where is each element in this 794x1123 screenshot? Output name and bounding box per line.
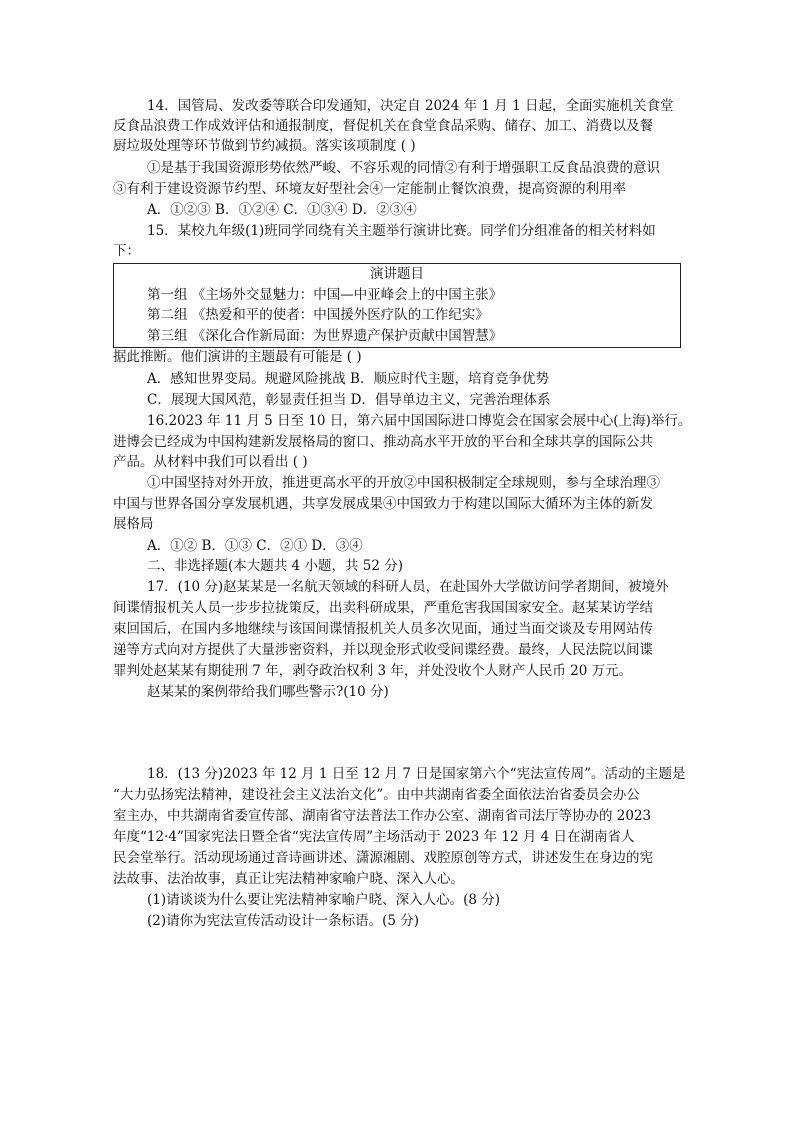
q18-subquestion-1: (1)请谈谈为什么要让宪法精神家喻户晓、深入人心。(8 分) [147, 892, 501, 908]
q16-line-1: 16.2023 年 11 月 5 日至 10 日，第六届中国国际进口博览会在国家会展中心(上海)举行。 [147, 413, 692, 429]
q15-question: 据此推断。他们演讲的主题最有可能是 ( ) [113, 349, 362, 365]
q18-line-5: 民会堂举行。活动现场通过音诗画讲述、潇源湘剧、戏腔原创等方式，讲述发生在身边的宪 [113, 850, 653, 866]
q15-intro-line-2: 下： [113, 243, 140, 259]
q18-line-3: 室主办，中共湖南省委宣传部、湖南省守法普法工作办公室、湖南省司法厅等协办的 2023 [113, 808, 652, 824]
q16-line-2: 进博会已经成为中国构建新发展格局的窗口、推动高水平开放的平台和全球共享的国际公共 [113, 434, 653, 450]
section-2-heading: 二、非选择题(本大题共 4 小题，共 52 分) [147, 558, 403, 574]
q17-line-2: 间谍情报机关人员一步步拉拢策反，出卖科研成果，严重危害我国国家安全。赵某某访学结 [113, 600, 653, 616]
q16-statement-1: ①中国坚持对外开放，推进更高水平的开放②中国积极制定全球规则，参与全球治理③ [147, 475, 660, 491]
q16-choices: A．①② B．①③ C．②① D．③④ [147, 538, 363, 554]
q18-line-6: 法故事、法治故事，真正让宪法精神家喻户晓、深入人心。 [113, 871, 464, 887]
q14-option-statement-1: ①是基于我国资源形势依然严峻、不容乐观的同情②有利于增强职工反食品浪费的意识 [147, 160, 660, 176]
q14-line-2: 反食品浪费工作成效评估和通报制度，督促机关在食堂食品采购、储存、加工、消费以及餐 [113, 118, 653, 134]
q14-line-3: 厨垃圾处理等环节做到节约减损。落实该项制度 ( ) [113, 138, 416, 154]
speech-topics-title: 演讲题目 [370, 266, 424, 282]
q14-option-statement-2: ③有利于建设资源节约型、环境友好型社会④一定能制止餐饮浪费，提高资源的利用率 [113, 181, 626, 197]
q18-line-2: “大力弘扬宪法精神，建设社会主义法治文化”。由中共湖南省委全面依法治省委员会办公 [113, 787, 640, 803]
q17-line-5: 罪判处赵某某有期徒刑 7 年，剥夺政治权利 3 年，并处没收个人财产人民币 20 万元。 [113, 663, 633, 679]
q15-intro-line-1: 15．某校九年级(1)班同学同绕有关主题举行演讲比赛。同学们分组准备的相关材料如 [147, 223, 656, 239]
q16-line-3: 产品。从材料中我们可以看出 ( ) [113, 454, 308, 470]
q14-line-1: 14．国管局、发改委等联合印发通知，决定自 2024 年 1 月 1 日起，全面实施机关食堂 [147, 98, 674, 114]
speech-topic-group-2: 第二组 《热爱和平的使者：中国援外医疗队的工作纪实》 [147, 307, 489, 323]
q17-question: 赵某某的案例带给我们哪些警示?(10 分) [147, 684, 389, 700]
speech-topic-group-3: 第三组 《深化合作新局面：为世界遗产保护贡献中国智慧》 [147, 328, 503, 344]
q18-line-1: 18．(13 分)2023 年 12 月 1 日至 12 月 7 日是国家第六个“宪法宣传周”。活动的主题是 [147, 766, 686, 782]
speech-topic-group-1: 第一组 《主场外交显魅力：中国—中亚峰会上的中国主张》 [147, 287, 503, 303]
q16-statement-3: 展格局 [113, 516, 154, 532]
q16-statement-2: 中国与世界各国分享发展机遇，共享发展成果④中国致力于构建以国际大循环为主体的新发 [113, 496, 653, 512]
q17-line-3: 束回国后，在国内多地继续与该国间谍情报机关人员多次见面，通过当面交谈及专用网站传 [113, 621, 653, 637]
q17-line-1: 17．(10 分)赵某某是一名航天领域的科研人员，在赴国外大学做访问学者期间，被境外 [147, 579, 669, 595]
q14-choices: A．①②③ B．①②④ C．①③④ D．②③④ [147, 202, 417, 218]
q17-line-4: 递等方式向对方提供了大量涉密资料，并以现金形式收受间谍经费。最终，人民法院以间谍 [113, 642, 653, 658]
q18-subquestion-2: (2)请你为宪法宣传活动设计一条标语。(5 分) [147, 913, 420, 929]
q15-choices-ab: A．感知世界变局。规避风险挑战 B．顺应时代主题，培育竞争优势 [147, 371, 549, 387]
q18-line-4: 年度“12·4”国家宪法日暨全省“宪法宣传周”主场活动于 2023 年 12 月 4 日在湖南省人 [113, 829, 635, 845]
q15-choices-cd: C．展现大国风范，彰显责任担当 D．倡导单边主义，完善治理体系 [147, 392, 551, 408]
